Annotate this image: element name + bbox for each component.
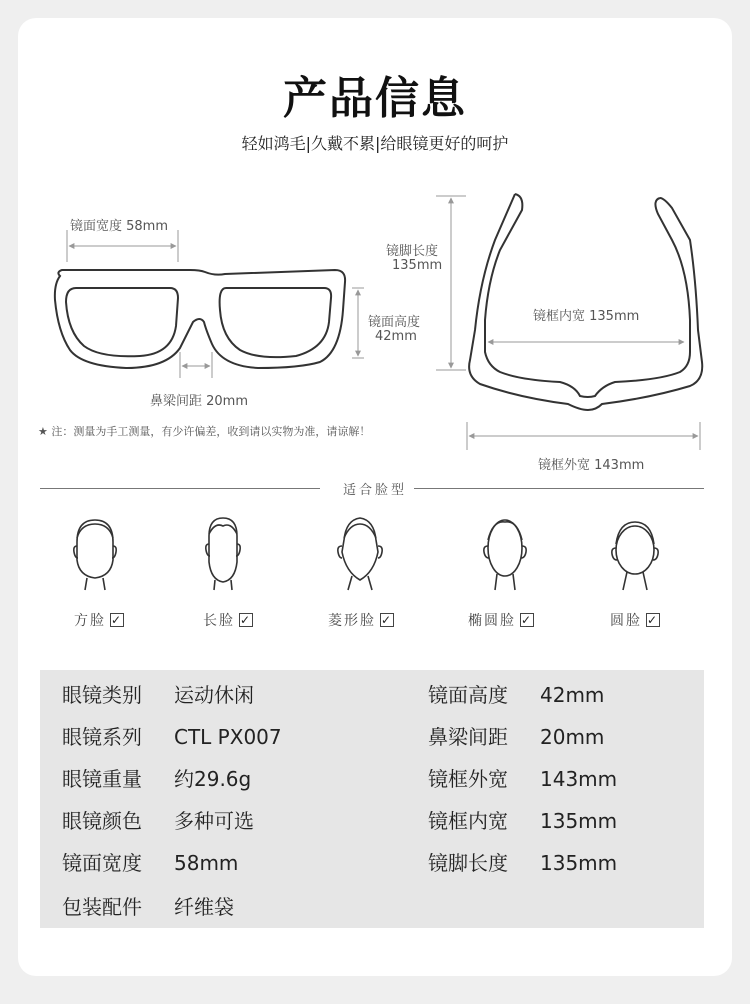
lens-width-label: 镜面宽度 58mm <box>70 219 169 234</box>
lens-height-label: 镜面高度 <box>368 315 421 330</box>
bridge-width-label: 鼻梁间距 20mm <box>150 394 249 409</box>
temple-length-value: 135mm <box>392 258 443 273</box>
spec-row-right-2: 鼻梁间距 20mm <box>428 725 605 749</box>
measurement-note: ★ 注：测量为手工测量，有少许偏差，收到请以实物为准，请谅解！ <box>38 425 371 438</box>
checkbox-diamond[interactable]: ✓ <box>381 613 394 627</box>
face-label-diamond: 菱形脸 ✓ <box>328 613 394 629</box>
lens-height-value: 42mm <box>375 329 417 344</box>
spec-row-left-6: 包装配件 纤维袋 <box>62 895 234 919</box>
face-oval <box>450 512 560 592</box>
oval-face-icon <box>475 512 535 592</box>
lens-width-arrow <box>67 230 178 262</box>
temple-length-label: 镜脚长度 <box>386 244 439 259</box>
face-section-title: 适合脸型 <box>342 483 407 498</box>
bridge-width-arrow <box>180 352 212 378</box>
outer-width-label: 镜框外宽 143mm <box>538 458 645 473</box>
square-face-icon <box>65 512 125 592</box>
spec-row-right-3: 镜框外宽 143mm <box>428 767 618 791</box>
top-view-glasses <box>469 194 702 410</box>
checkbox-round[interactable]: ✓ <box>647 613 660 627</box>
face-square <box>40 512 150 592</box>
round-face-icon <box>605 512 665 592</box>
spec-row-right-1: 镜面高度 42mm <box>428 683 605 707</box>
face-label-oval: 椭圆脸 ✓ <box>468 613 534 629</box>
glasses-dimension-diagram <box>0 0 750 480</box>
spec-row-left-1: 眼镜类别 运动休闲 <box>62 683 254 707</box>
checkbox-long[interactable]: ✓ <box>240 613 253 627</box>
spec-row-left-3: 眼镜重量 约29.6g <box>62 767 252 791</box>
spec-table <box>40 670 704 928</box>
face-diamond <box>305 512 415 592</box>
spec-row-right-5: 镜脚长度 135mm <box>428 851 618 875</box>
lens-height-arrow <box>352 288 364 358</box>
face-long <box>168 512 278 592</box>
page-subtitle: 轻如鸿毛|久戴不累|给眼镜更好的呵护 <box>241 134 509 153</box>
front-view-glasses <box>55 270 345 368</box>
inner-width-label: 镜框内宽 135mm <box>533 309 640 324</box>
face-label-long: 长脸 ✓ <box>203 613 253 629</box>
spec-row-left-4: 眼镜颜色 多种可选 <box>62 809 254 833</box>
spec-row-left-5: 镜面宽度 58mm <box>62 851 239 875</box>
outer-width-arrow <box>467 422 700 450</box>
diamond-face-icon <box>330 512 390 592</box>
face-label-square: 方脸 ✓ <box>74 613 124 629</box>
page-title: 产品信息 <box>283 73 467 124</box>
checkbox-square[interactable]: ✓ <box>111 613 124 627</box>
temple-length-arrow <box>436 196 466 370</box>
face-label-round: 圆脸 ✓ <box>610 613 660 629</box>
long-face-icon <box>193 512 253 592</box>
divider-right <box>414 488 704 489</box>
spec-row-left-2: 眼镜系列 CTL PX007 <box>62 725 282 749</box>
checkbox-oval[interactable]: ✓ <box>521 613 534 627</box>
spec-row-right-4: 镜框内宽 135mm <box>428 809 618 833</box>
face-round <box>580 512 690 592</box>
